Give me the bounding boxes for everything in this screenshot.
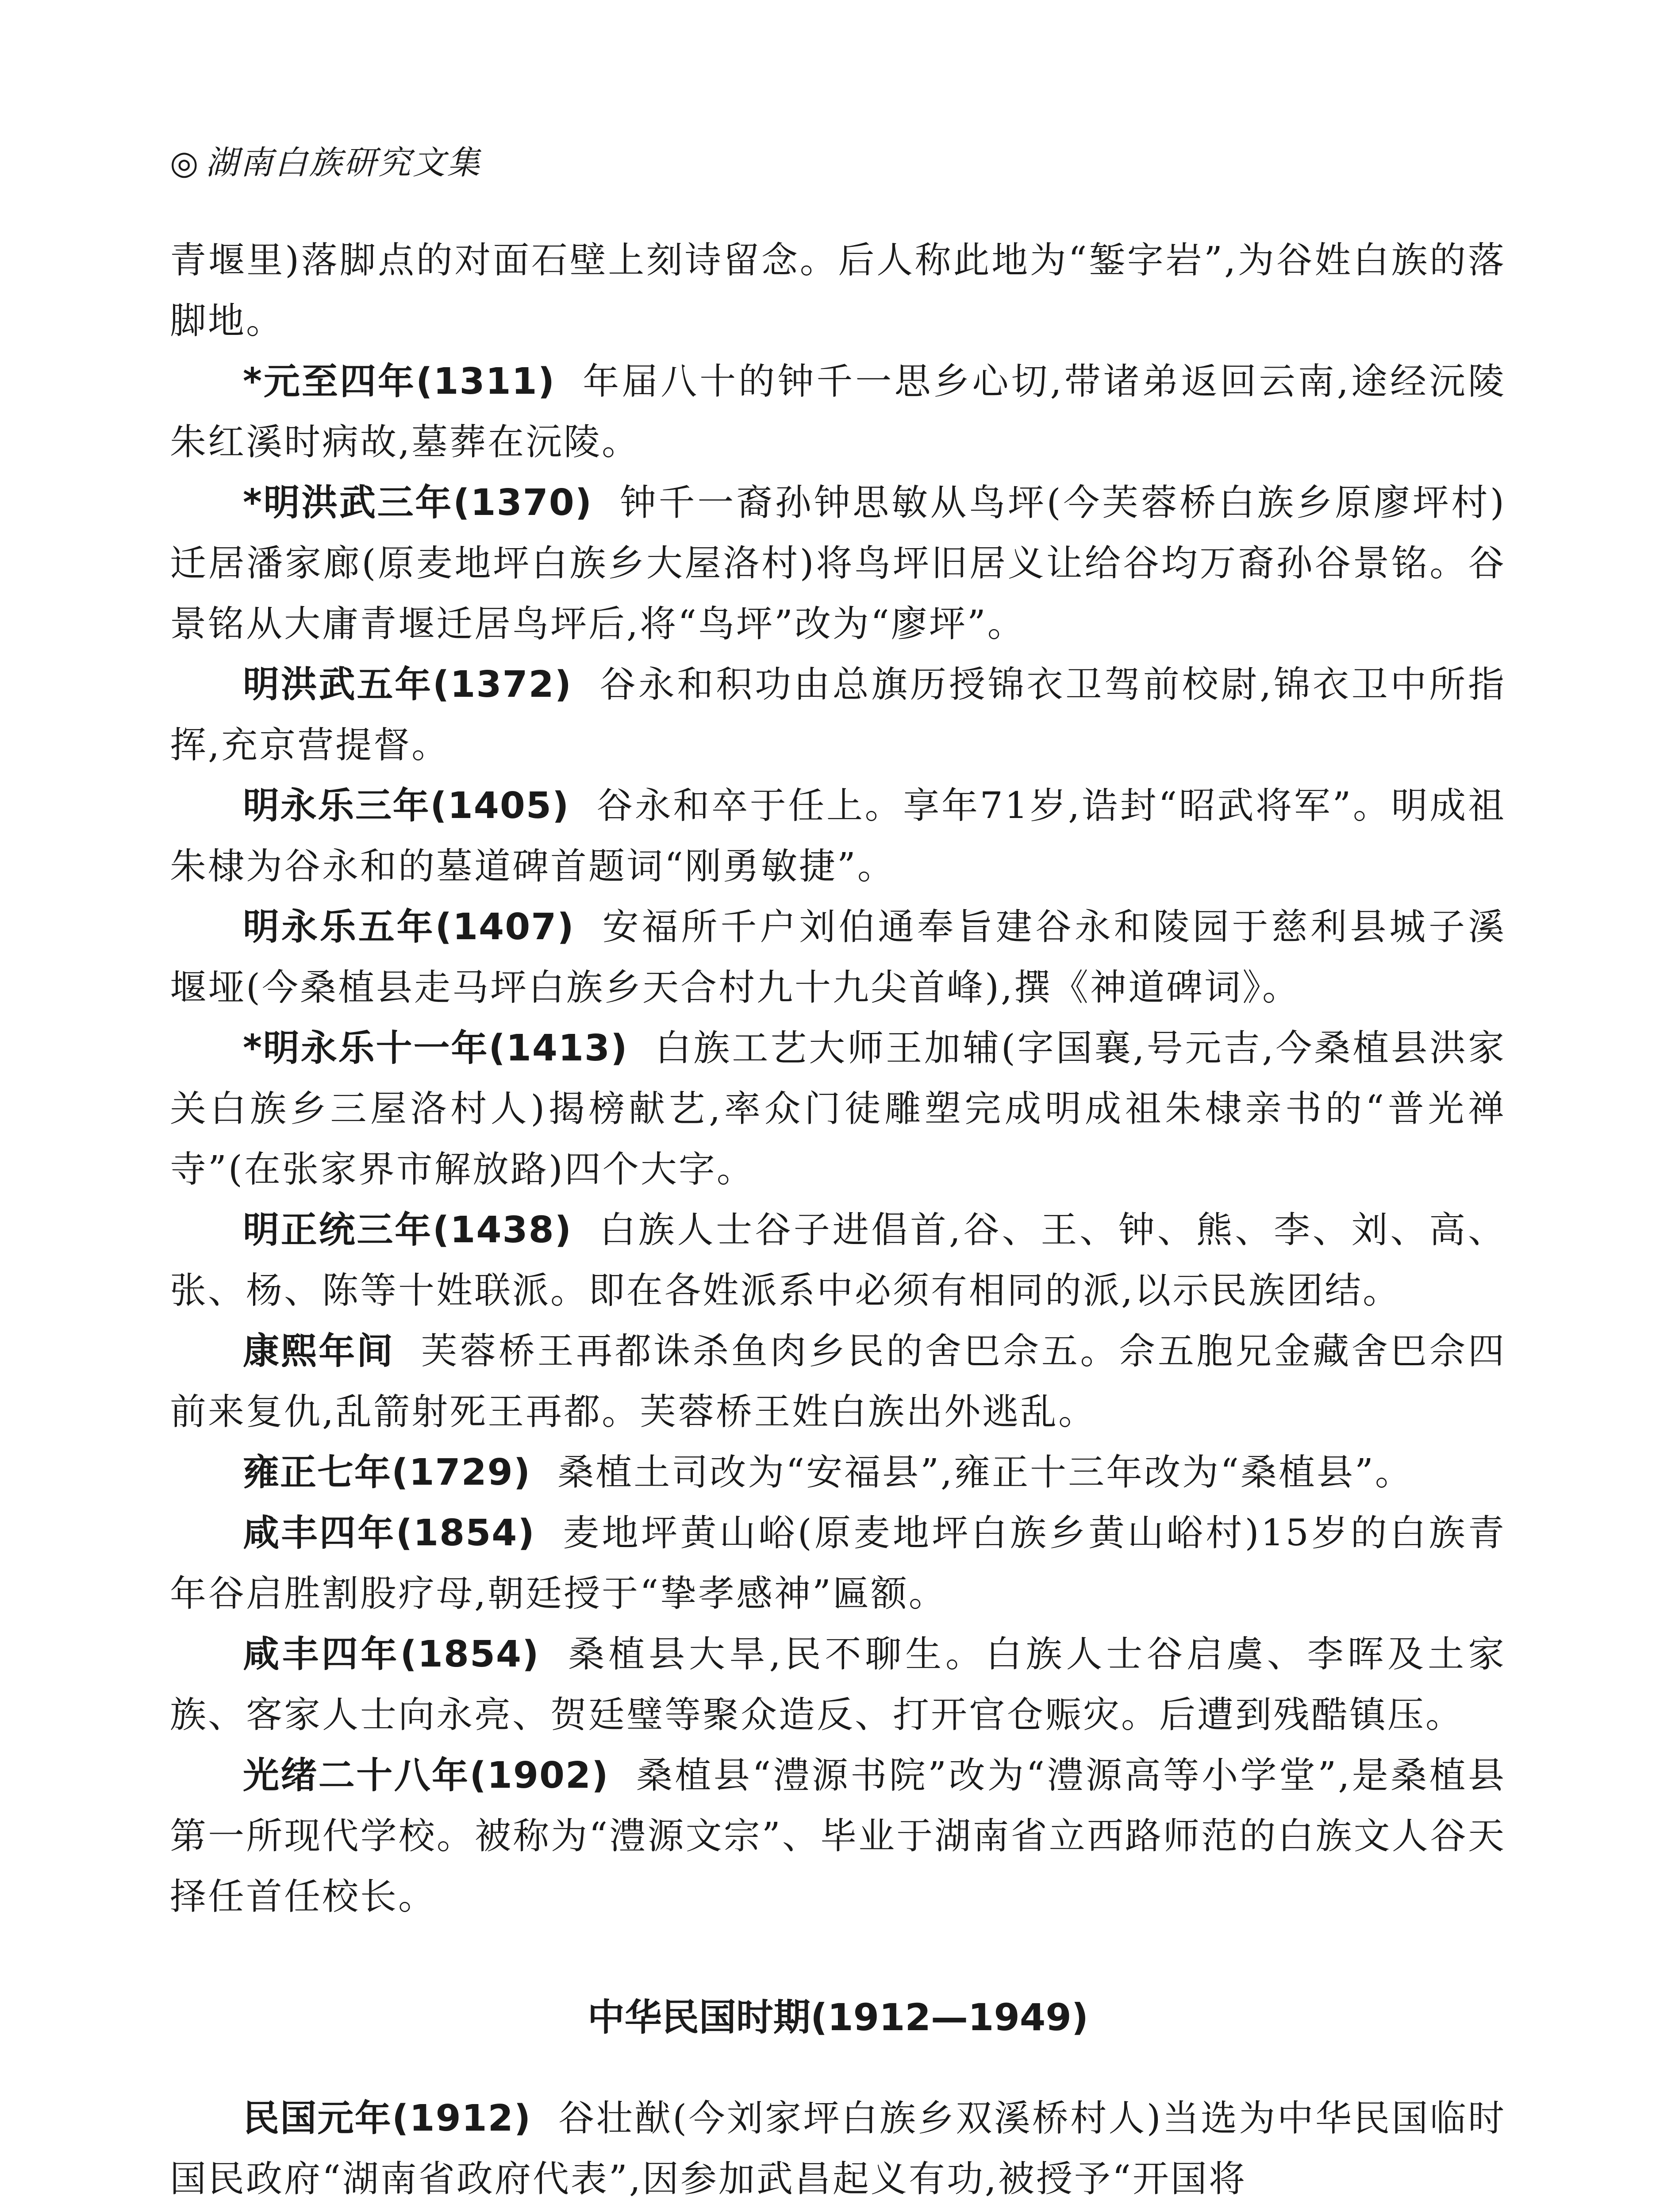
running-header bbox=[170, 141, 482, 185]
entry-label: 明正统三年(1438) bbox=[243, 1209, 572, 1251]
entry-label: 康熙年间 bbox=[243, 1330, 395, 1372]
entry-label: 咸丰四年(1854) bbox=[243, 1512, 535, 1554]
entry-text: 钟千一裔孙钟思敏从鸟坪(今芙蓉桥白族乡原廖坪村)迁居潘家廊(原麦地坪白族乡大屋洛村)将鸟坪旧居义让给谷均万裔孙谷景铭。谷景铭从大庸青堰迁居鸟坪后,将“鸟坪”改为“廖坪”。 bbox=[170, 482, 1506, 645]
entry-text: 谷壮猷(今刘家坪白族乡双溪桥村人)当选为中华民国临时国民政府“湖南省政府代表”,因参加武昌起义有功,被授予“开国将 bbox=[170, 2097, 1506, 2200]
section-body bbox=[170, 2088, 1506, 2209]
entry-label: 明永乐三年(1405) bbox=[243, 785, 570, 827]
entry-text: 安福所千户刘伯通奉旨建谷永和陵园于慈利县城子溪堰垭(今桑植县走马坪白族乡天合村九十九尖首峰),撰《神道碑词》。 bbox=[170, 906, 1506, 1009]
entry-text: 桑植土司改为“安福县”,雍正十三年改为“桑植县”。 bbox=[557, 1452, 1413, 1494]
entry-label: *元至四年(1311) bbox=[243, 361, 556, 403]
entry-1407 bbox=[170, 897, 1506, 1018]
entry-text: 芙蓉桥王再都诛杀鱼肉乡民的舍巴佘五。佘五胞兄金藏舍巴佘四前来复仇,乱箭射死王再都。芙蓉桥王姓白族出外逃乱。 bbox=[170, 1330, 1506, 1433]
entry-text: 白族人士谷子进倡首,谷、王、钟、熊、李、刘、高、张、杨、陈等十姓联派。即在各姓派系中必须有相同的派,以示民族团结。 bbox=[170, 1209, 1506, 1312]
entry-1854-b bbox=[170, 1624, 1506, 1745]
entry-1311 bbox=[170, 351, 1506, 472]
entry-1372 bbox=[170, 654, 1506, 776]
entry-label: 咸丰四年(1854) bbox=[243, 1633, 540, 1675]
entry-1902 bbox=[170, 1745, 1506, 1927]
entry-label: 光绪二十八年(1902) bbox=[243, 1755, 609, 1797]
entry-1370 bbox=[170, 472, 1506, 654]
circle-mark-icon: ◎ bbox=[170, 144, 200, 182]
entry-text: 谷永和卒于任上。享年71岁,诰封“昭武将军”。明成祖朱棣为谷永和的墓道碑首题词“刚勇敏捷”。 bbox=[170, 785, 1506, 887]
intro-paragraph: 青堰里)落脚点的对面石壁上刻诗留念。后人称此地为“錾字岩”,为谷姓白族的落脚地。 bbox=[170, 239, 1506, 342]
entry-label: *明洪武三年(1370) bbox=[243, 482, 593, 524]
entry-text: 年届八十的钟千一思乡心切,带诸弟返回云南,途经沅陵朱红溪时病故,墓葬在沅陵。 bbox=[170, 361, 1506, 463]
entry-label: 雍正七年(1729) bbox=[243, 1452, 531, 1494]
book-title: 湖南白族研究文集 bbox=[205, 144, 482, 182]
entry-text: 谷永和积功由总旗历授锦衣卫驾前校尉,锦衣卫中所指挥,充京营提督。 bbox=[170, 664, 1506, 766]
entry-1413 bbox=[170, 1018, 1506, 1200]
entry-kangxi bbox=[170, 1321, 1506, 1442]
entry-label: 民国元年(1912) bbox=[243, 2097, 532, 2139]
entry-text: 白族工艺大师王加辅(字国襄,号元吉,今桑植县洪家关白族乡三屋洛村人)揭榜献艺,率众门徒雕塑完成明成祖朱棣亲书的“普光禅寺”(在张家界市解放路)四个大字。 bbox=[170, 1027, 1506, 1190]
entry-1912 bbox=[170, 2088, 1506, 2209]
entry-label: 明洪武五年(1372) bbox=[243, 664, 572, 706]
entry-label: *明永乐十一年(1413) bbox=[243, 1027, 628, 1069]
entry-1405 bbox=[170, 776, 1506, 897]
entry-1854-a bbox=[170, 1503, 1506, 1624]
entry-label: 明永乐五年(1407) bbox=[243, 906, 575, 948]
section-heading: 中华民国时期(1912—1949) bbox=[587, 1996, 1089, 2039]
entry-1729 bbox=[170, 1442, 1506, 1503]
chronology-body bbox=[170, 230, 1506, 1927]
entry-text: 桑植县大旱,民不聊生。白族人士谷启虞、李晖及土家族、客家人士向永亮、贺廷璧等聚众造反、打开官仓赈灾。后遭到残酷镇压。 bbox=[170, 1633, 1506, 1736]
entry-text: 麦地坪黄山峪(原麦地坪白族乡黄山峪村)15岁的白族青年谷启胜割股疗母,朝廷授于“挚孝感神”匾额。 bbox=[170, 1512, 1506, 1615]
entry-1438 bbox=[170, 1200, 1506, 1321]
entry-text: 桑植县“澧源书院”改为“澧源高等小学堂”,是桑植县第一所现代学校。被称为“澧源文宗”、毕业于湖南省立西路师范的白族文人谷天择任首任校长。 bbox=[170, 1755, 1506, 1918]
